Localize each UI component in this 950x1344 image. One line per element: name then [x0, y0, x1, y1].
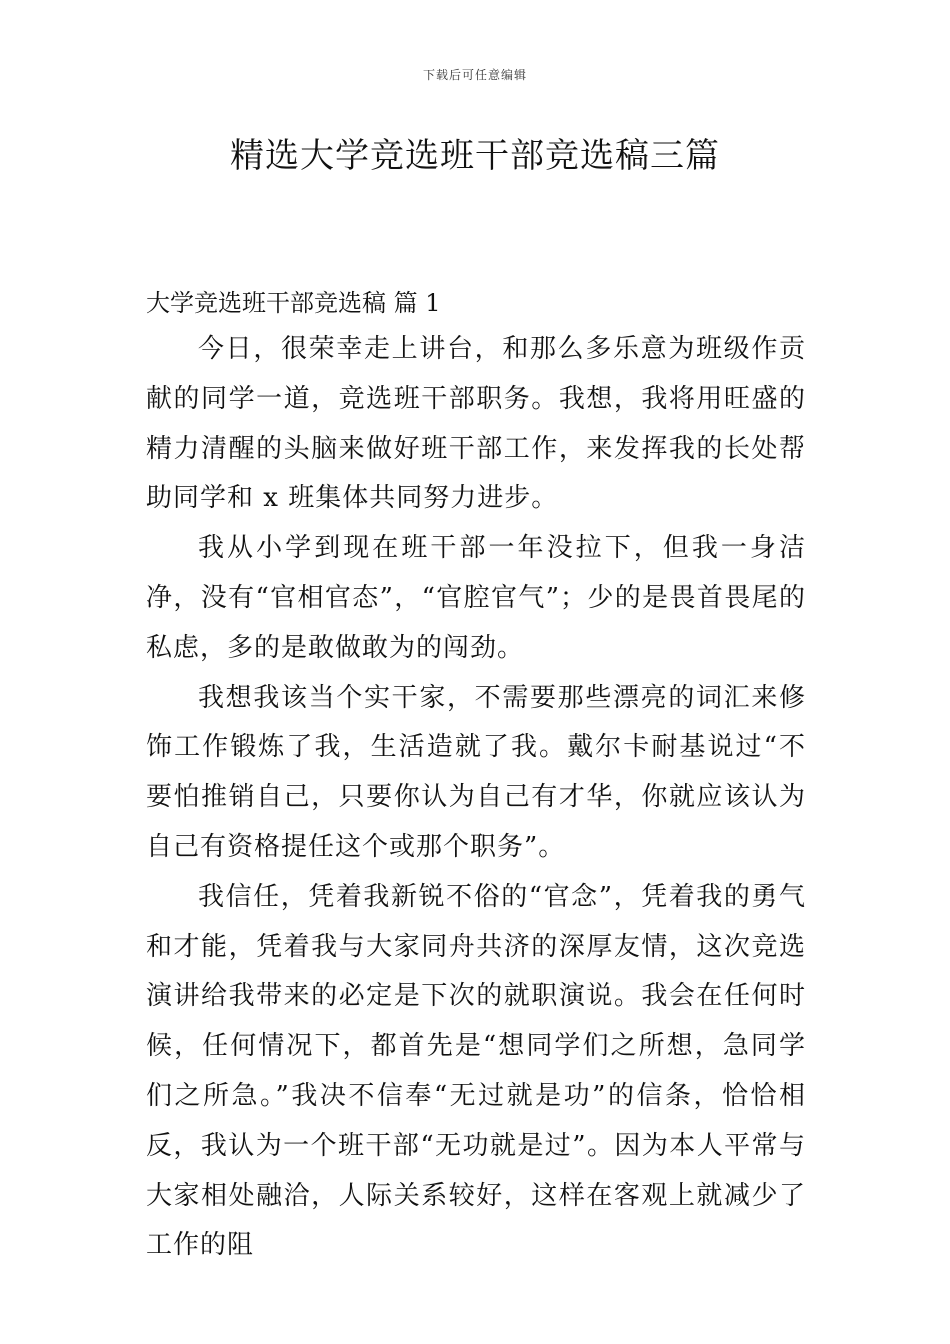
document-title: 精选大学竞选班干部竞选稿三篇: [230, 136, 720, 176]
paragraph: 今日，很荣幸走上讲台，和那么多乐意为班级作贡献的同学一道，竞选班干部职务。我想，我将用旺盛的精力清醒的头脑来做好班干部工作，来发挥我的长处帮助同学和 x 班集体共同努力进步。: [146, 334, 806, 514]
paragraph: 我从小学到现在班干部一年没拉下，但我一身洁净，没有“官相官态”，“官腔官气”；少的是畏首畏尾的私虑，多的是敢做敢为的闯劲。: [146, 533, 806, 663]
section-heading: 大学竞选班干部竞选稿 篇 1: [146, 289, 441, 317]
document-body: [146, 325, 806, 1271]
header-note: 下载后可任意编辑: [422, 68, 527, 82]
paragraph: 我信任，凭着我新锐不俗的“官念”，凭着我的勇气和才能，凭着我与大家同舟共济的深厚友情，这次竞选演讲给我带来的必定是下次的就职演说。我会在任何时候，任何情况下，都首先是“想同学们之所想，急同学们之所急。”我决不信奉“无过就是功”的信条，恰恰相反，我认为一个班干部“无功就是过”。因为本人平常与大家相处融洽，人际关系较好，这样在客观上就减少了工作的阻: [146, 881, 806, 1261]
paragraph: 我想我该当个实干家，不需要那些漂亮的词汇来修饰工作锻炼了我，生活造就了我。戴尔卡耐基说过“不要怕推销自己，只要你认为自己有才华，你就应该认为自己有资格提任这个或那个职务”。: [146, 682, 806, 862]
